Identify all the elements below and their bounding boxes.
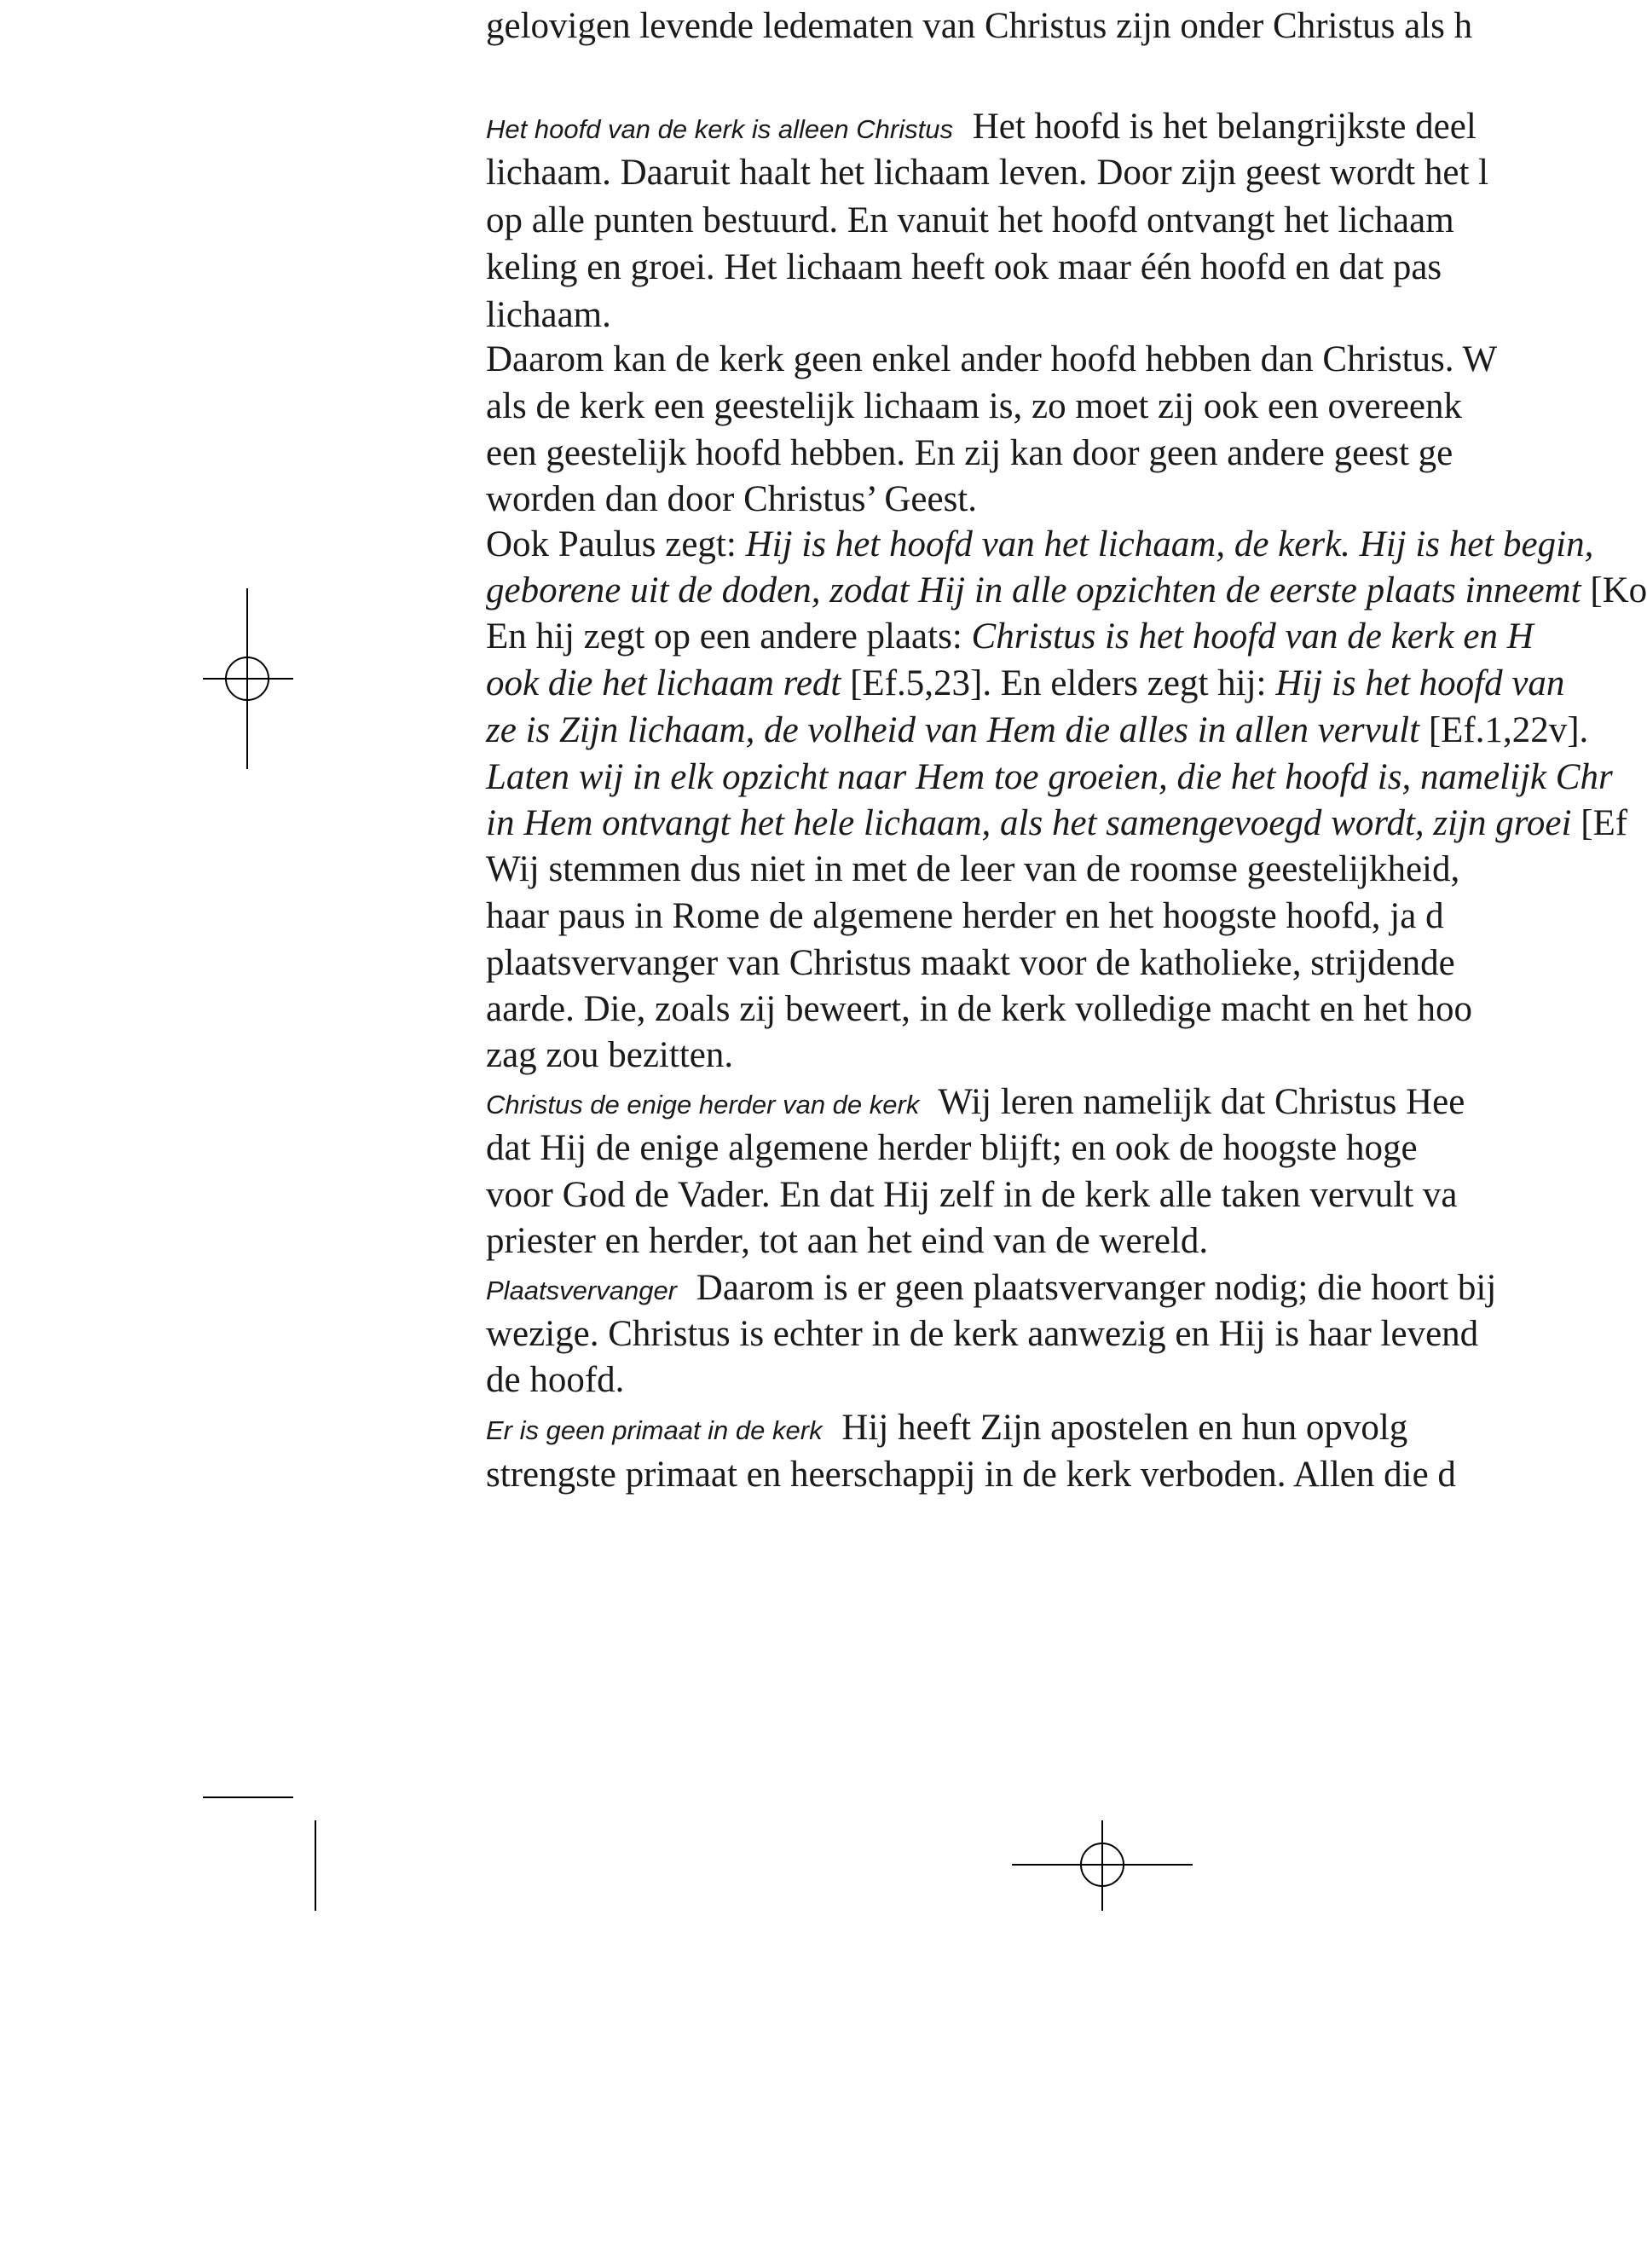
margin-keyword: Er is geen primaat in de kerk (486, 1415, 823, 1445)
text-run: keling en groei. Het lichaam heeft ook maar één hoofd en dat pas (486, 247, 1442, 287)
text-line (486, 894, 1444, 940)
text-line (486, 801, 1627, 847)
text-run: Wij leren namelijk dat Christus Hee (929, 1082, 1465, 1122)
text-line (486, 940, 1455, 986)
italic-quote: geborene uit de doden, zodat Hij in alle opzichten de eerste plaats inneemt (486, 570, 1581, 610)
text-run: haar paus in Rome de algemene herder en het hoogste hoofd, ja d (486, 896, 1444, 936)
text-line (486, 1172, 1458, 1218)
text-line (486, 104, 1477, 153)
text-run: lichaam. (486, 295, 611, 335)
margin-keyword: Plaatsvervanger (486, 1276, 678, 1305)
italic-quote: Hij is het hoofd van het lichaam, de kerk. Hij is het begin, (745, 524, 1594, 564)
text-run: Daarom kan de kerk geen enkel ander hoofd hebben dan Christus. W (486, 339, 1498, 379)
italic-quote: ook die het lichaam redt (486, 663, 841, 703)
text-run: plaatsvervanger van Christus maakt voor de katholieke, strijdende (486, 943, 1455, 983)
italic-quote: Hij is het hoofd van (1275, 663, 1565, 703)
text-run: voor God de Vader. En dat Hij zelf in de kerk alle taken vervult va (486, 1175, 1458, 1215)
text-line (486, 755, 1613, 801)
text-line (486, 1218, 1208, 1264)
text-line (486, 3, 1472, 49)
text-run: strengste primaat en heerschappij in de kerk verboden. Allen die d (486, 1455, 1456, 1495)
text-run: En hij zegt op een andere plaats: (486, 616, 972, 657)
text-run: aarde. Die, zoals zij beweert, in de kerk volledige macht en het hoo (486, 989, 1472, 1029)
text-line (486, 477, 977, 523)
text-run: een geestelijk hoofd hebben. En zij kan door geen andere geest ge (486, 433, 1453, 473)
text-line (486, 1265, 1496, 1314)
text-line (486, 1033, 733, 1079)
text-line (486, 1357, 624, 1403)
text-line (486, 150, 1488, 196)
text-line (486, 1311, 1478, 1357)
text-line (486, 1405, 1407, 1454)
text-run: lichaam. Daaruit haalt het lichaam leven. Door zijn geest wordt het l (486, 153, 1489, 193)
text-line (486, 384, 1462, 430)
text-run: priester en herder, tot aan het eind van de wereld. (486, 1221, 1209, 1261)
italic-quote: Laten wij in elk opzicht naar Hem toe groeien, die het hoofd is, namelijk Chr (486, 757, 1613, 797)
text-line (486, 522, 1593, 568)
text-line (486, 568, 1647, 614)
text-run: zag zou bezitten. (486, 1035, 734, 1075)
text-run: [Ef (1571, 803, 1628, 843)
text-line (486, 614, 1534, 660)
body-text (486, 0, 1647, 1552)
text-run: [Ef.1,22v]. (1419, 710, 1589, 750)
text-run: gelovigen levende ledematen van Christus zijn onder Christus als h (486, 6, 1473, 46)
text-run: Hij heeft Zijn apostelen en hun opvolg (832, 1408, 1408, 1448)
registration-mark-bottom-ring (1080, 1843, 1124, 1887)
text-line (486, 431, 1453, 477)
text-line (486, 847, 1459, 893)
text-run: dat Hij de enige algemene herder blijft; en ook de hoogste hoge (486, 1128, 1418, 1168)
text-run: de hoofd. (486, 1360, 625, 1400)
text-run: worden dan door Christus’ Geest. (486, 479, 978, 519)
text-run: [Ko (1581, 570, 1647, 610)
text-run: wezige. Christus is echter in de kerk aanwezig en Hij is haar levend (486, 1314, 1479, 1354)
text-line (486, 1125, 1418, 1172)
text-line (486, 292, 611, 338)
text-line (486, 245, 1442, 291)
margin-keyword: Het hoofd van de kerk is alleen Christus (486, 114, 953, 144)
italic-quote: in Hem ontvangt het hele lichaam, als het samengevoegd wordt, zijn groei (486, 803, 1572, 843)
text-run: Daarom is er geen plaatsvervanger nodig; die hoort bij (687, 1268, 1497, 1308)
italic-quote: Christus is het hoofd van de kerk en H (971, 616, 1534, 657)
text-run: als de kerk een geestelijk lichaam is, zo moet zij ook een overeenk (486, 386, 1463, 426)
text-line (486, 986, 1472, 1033)
text-line (486, 1452, 1456, 1498)
text-run: op alle punten bestuurd. En vanuit het hoofd ontvangt het lichaam (486, 200, 1454, 240)
text-run: [Ef.5,23]. En elders zegt hij: (841, 663, 1276, 703)
crop-mark-horizontal (203, 1796, 293, 1798)
registration-mark-left-ring (225, 657, 269, 701)
text-run: Het hoofd is het belangrijkste deel (962, 107, 1477, 147)
text-line (486, 1079, 1465, 1128)
text-line (486, 661, 1564, 707)
text-line (486, 708, 1588, 754)
text-line (486, 337, 1497, 383)
crop-mark-vertical (315, 1820, 316, 1911)
text-run: Wij stemmen dus niet in met de leer van de roomse geestelijkheid, (486, 849, 1460, 889)
text-line (486, 198, 1454, 244)
text-run: Ook Paulus zegt: (486, 524, 746, 564)
margin-keyword: Christus de enige herder van de kerk (486, 1090, 920, 1120)
italic-quote: ze is Zijn lichaam, de volheid van Hem die alles in allen vervult (486, 710, 1420, 750)
